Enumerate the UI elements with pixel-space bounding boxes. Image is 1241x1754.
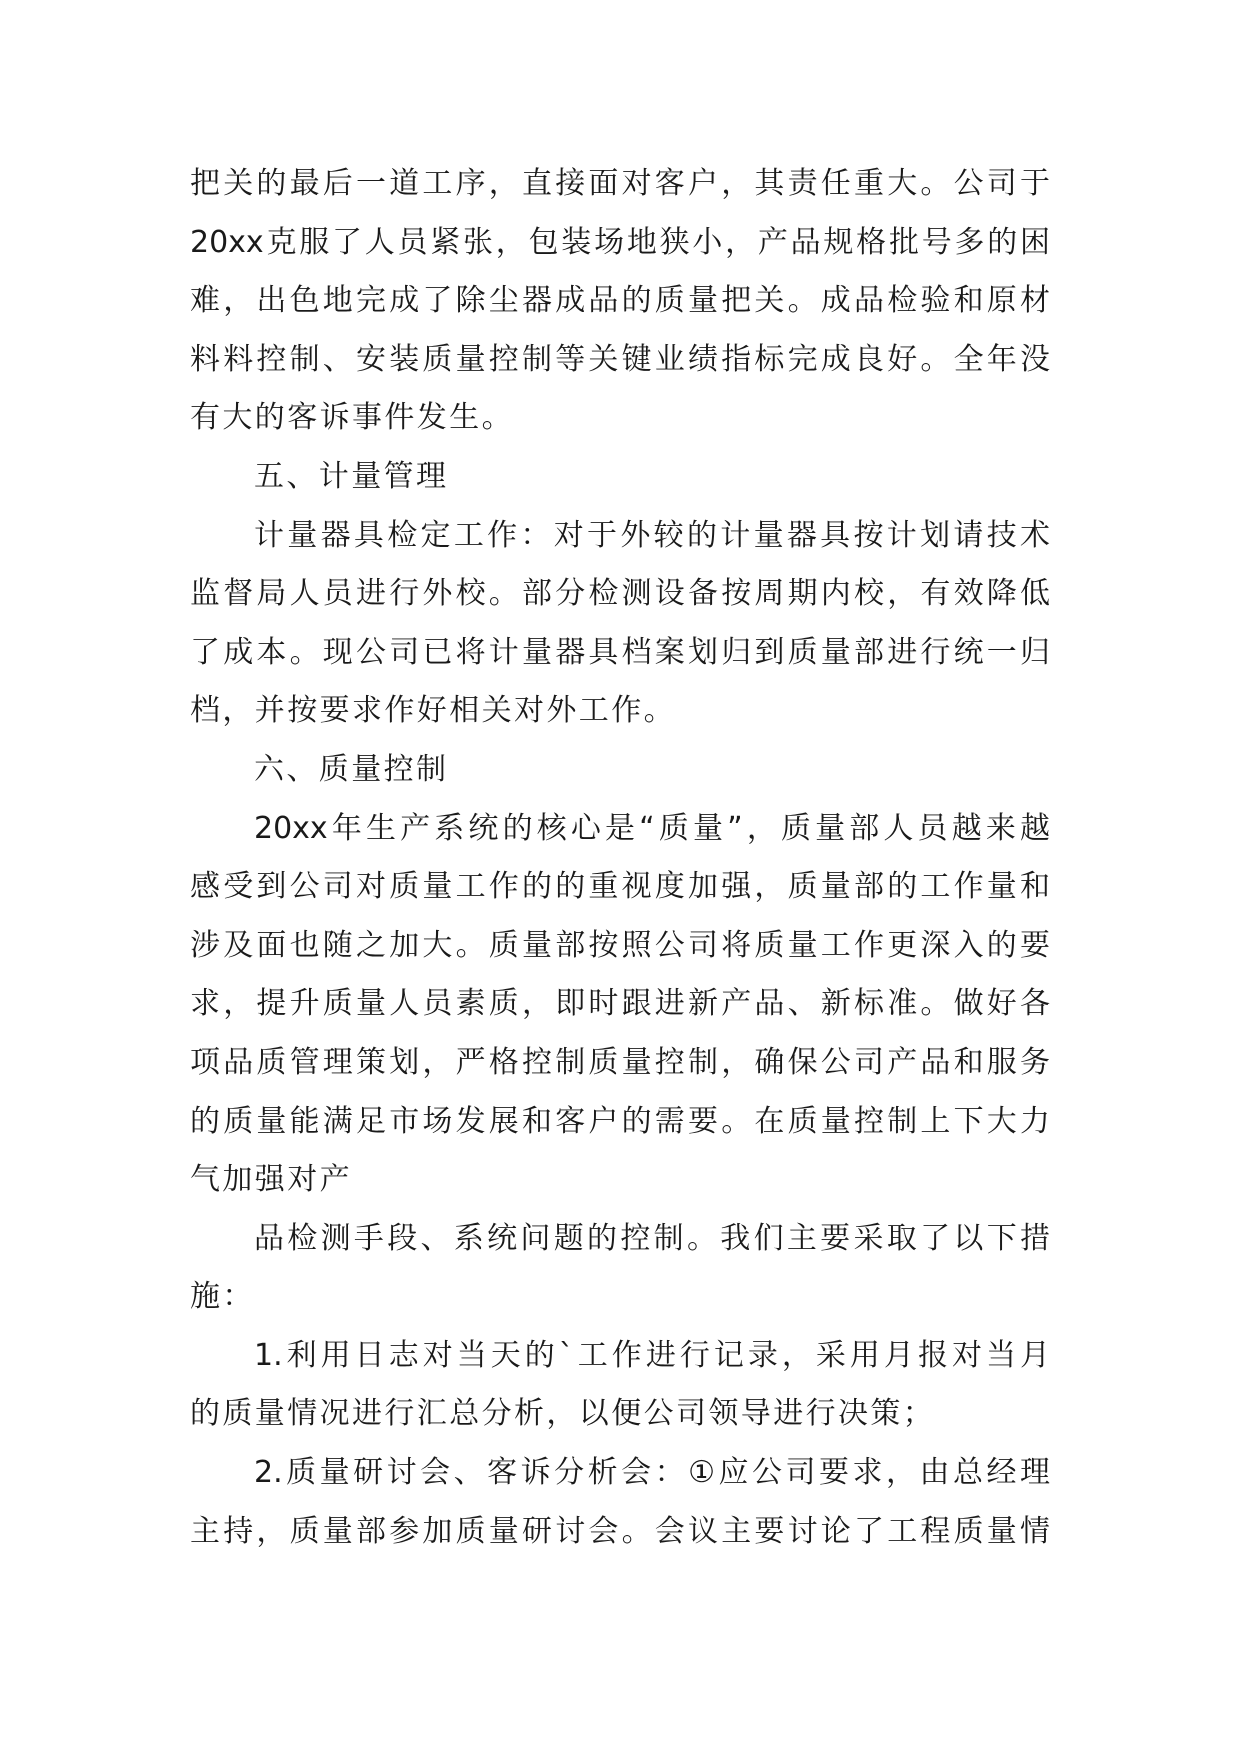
text-line: 施： bbox=[190, 1279, 255, 1315]
text-line: 品检测手段、系统问题的控制。我们主要采取了以下措 bbox=[254, 1220, 1050, 1256]
text-line: 难，出色地完成了除尘器成品的质量把关。成品检验和原材 bbox=[190, 283, 1050, 319]
text-line: 监督局人员进行外校。部分检测设备按周期内校，有效降低 bbox=[190, 576, 1050, 612]
section-heading: 六、质量控制 bbox=[254, 751, 449, 787]
text-line: 主持，质量部参加质量研讨会。会议主要讨论了工程质量情 bbox=[190, 1513, 1050, 1549]
text-line: 求，提升质量人员素质，即时跟进新产品、新标准。做好各 bbox=[190, 986, 1050, 1022]
text-line: 项品质管理策划，严格控制质量控制，确保公司产品和服务 bbox=[190, 1044, 1050, 1080]
text-line: 的质量情况进行汇总分析，以便公司领导进行决策； bbox=[190, 1396, 936, 1432]
body-text bbox=[190, 155, 1050, 1561]
text-line: 档，并按要求作好相关对外工作。 bbox=[190, 693, 676, 729]
text-line: 20xx克服了人员紧张，包装场地狭小，产品规格批号多的困 bbox=[190, 224, 1050, 260]
section-heading: 五、计量管理 bbox=[254, 458, 449, 494]
list-item-2: 2.质量研讨会、客诉分析会：①应公司要求，由总经理 bbox=[254, 1455, 1050, 1491]
text-line: 涉及面也随之加大。质量部按照公司将质量工作更深入的要 bbox=[190, 927, 1050, 963]
text-line: 料料控制、安装质量控制等关键业绩指标完成良好。全年没 bbox=[190, 341, 1050, 377]
text-line: 的质量能满足市场发展和客户的需要。在质量控制上下大力 bbox=[190, 1103, 1050, 1139]
list-item-1: 1.利用日志对当天的`工作进行记录，采用月报对当月 bbox=[254, 1337, 1050, 1373]
text-line: 感受到公司对质量工作的的重视度加强，质量部的工作量和 bbox=[190, 869, 1050, 905]
text-line: 气加强对产 bbox=[190, 1162, 352, 1198]
text-line: 了成本。现公司已将计量器具档案划归到质量部进行统一归 bbox=[190, 634, 1050, 670]
text-line: 把关的最后一道工序，直接面对客户，其责任重大。公司于 bbox=[190, 166, 1050, 201]
text-line: 20xx年生产系统的核心是“质量”，质量部人员越来越 bbox=[254, 810, 1050, 846]
text-line: 有大的客诉事件发生。 bbox=[190, 400, 514, 436]
text-line: 计量器具检定工作：对于外较的计量器具按计划请技术 bbox=[254, 517, 1050, 553]
